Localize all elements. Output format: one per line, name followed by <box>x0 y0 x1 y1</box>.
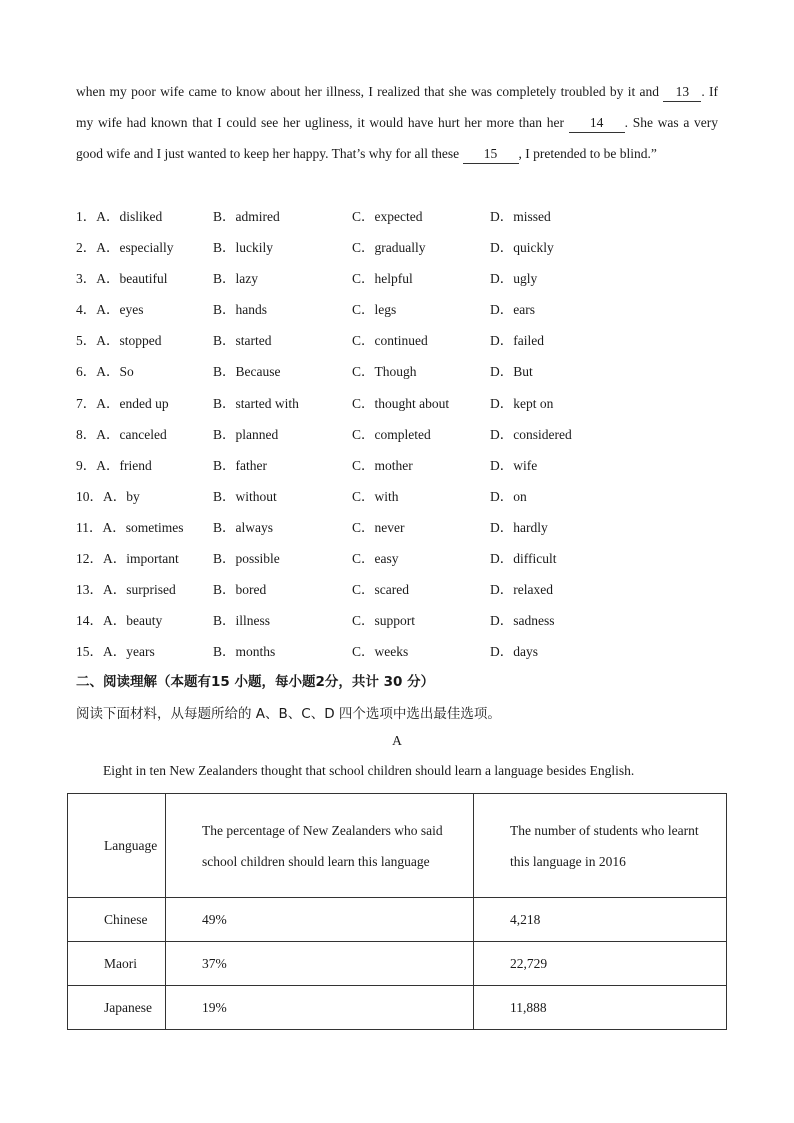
option-c: C．gradually <box>352 240 426 256</box>
option-text: A．eyes <box>96 302 144 318</box>
option-b: B．hands <box>213 302 267 318</box>
question-row <box>76 263 756 294</box>
question-row <box>76 605 756 636</box>
option-d: D．on <box>490 488 527 504</box>
option-text: A．especially <box>96 240 174 256</box>
option-b: B．father <box>213 457 267 473</box>
option-d: D．wife <box>490 457 538 473</box>
cell-students: 11,888 <box>474 986 727 1030</box>
header-students <box>474 794 727 898</box>
question-number: 3． <box>76 271 97 287</box>
question-row <box>76 419 756 450</box>
option-d: D．kept on <box>490 395 554 411</box>
option-b: B．always <box>213 519 273 535</box>
option-c: C．support <box>352 613 416 629</box>
option-c: C．thought about <box>352 395 450 411</box>
option-text: A．stopped <box>96 333 162 349</box>
question-number: 15． <box>76 644 103 660</box>
option-b: B．possible <box>213 551 280 567</box>
option-d: D．relaxed <box>490 582 553 598</box>
option-a <box>76 263 167 294</box>
option-c: C．with <box>352 488 399 504</box>
question-row <box>76 543 756 574</box>
option-a <box>76 605 162 636</box>
cell-percentage: 19% <box>166 986 474 1030</box>
passage-intro: Eight in ten New Zealanders thought that school children should learn a language besides English. <box>103 763 635 778</box>
option-text: A．disliked <box>96 209 163 224</box>
passage-text <box>76 76 718 169</box>
blank-15: 15 <box>463 145 519 164</box>
option-c: C．never <box>352 519 405 535</box>
question-number: 12． <box>76 551 103 567</box>
passage-text-3: . She was a very good wife and I just wanted to keep her happy. That’s why for all these <box>76 115 719 161</box>
option-a <box>76 232 173 263</box>
table-row <box>68 942 727 986</box>
option-text: A．sometimes <box>102 519 184 535</box>
option-c: C．scared <box>352 582 409 598</box>
option-text: A．surprised <box>103 582 176 598</box>
question-number: 5． <box>76 333 97 349</box>
table-row <box>68 986 727 1030</box>
option-b: B．started <box>213 333 272 349</box>
option-d: D．difficult <box>490 551 557 567</box>
option-c: C．helpful <box>352 271 413 287</box>
header-percentage-text: The percentage of New Zealanders who said school children should learn this language <box>202 822 443 869</box>
option-c: C．continued <box>352 333 428 349</box>
option-text: A．friend <box>96 457 152 473</box>
question-number: 7． <box>76 395 97 411</box>
option-a <box>76 450 152 481</box>
option-d: D．ugly <box>490 271 538 287</box>
option-a <box>76 325 162 356</box>
question-row <box>76 294 756 325</box>
option-b: B．planned <box>213 426 279 442</box>
question-number: 9． <box>76 457 97 473</box>
option-a <box>76 201 162 232</box>
option-text: A．beauty <box>103 613 163 629</box>
question-row <box>76 201 756 232</box>
question-row <box>76 356 756 387</box>
option-b: B．lazy <box>213 271 258 287</box>
option-b: B．bored <box>213 582 267 598</box>
option-b: B．months <box>213 644 276 660</box>
option-a <box>76 636 155 667</box>
option-b: B．without <box>213 488 277 504</box>
option-d: D．missed <box>490 209 551 224</box>
option-a <box>76 574 176 605</box>
question-number: 14． <box>76 613 103 629</box>
option-text: A．canceled <box>96 426 167 442</box>
option-d: D．quickly <box>490 240 554 256</box>
question-row <box>76 325 756 356</box>
option-c: C．easy <box>352 551 399 567</box>
option-c: C．mother <box>352 457 413 473</box>
passage-text-2: . If my wife had known that I could see her ugliness, it would have hurt her more than her <box>76 84 718 130</box>
question-number: 4． <box>76 302 97 318</box>
option-b: B．started with <box>213 395 299 411</box>
option-d: D．ears <box>490 302 535 318</box>
section-heading: 二、阅读理解（本题有15 小题，每小题2分，共计 30 分） <box>76 674 435 690</box>
question-number: 10． <box>76 488 103 504</box>
option-text: A．by <box>103 488 140 504</box>
option-c: C．expected <box>352 209 423 224</box>
passage-label: A <box>392 733 402 748</box>
header-percentage <box>166 794 474 898</box>
question-row <box>76 481 756 512</box>
option-c: C．weeks <box>352 644 409 660</box>
header-language: Language <box>68 794 166 898</box>
option-text: A．important <box>103 551 179 567</box>
question-number: 11． <box>76 519 103 535</box>
option-text: A．beautiful <box>96 271 168 287</box>
option-b: B．Because <box>213 364 281 380</box>
language-table <box>67 793 727 1030</box>
option-a <box>76 512 184 543</box>
cell-language: Chinese <box>68 898 166 942</box>
question-number: 1． <box>76 209 97 224</box>
header-students-text: The number of students who learnt this language in 2016 <box>510 822 699 869</box>
option-c: C．Though <box>352 364 417 380</box>
question-row <box>76 574 756 605</box>
option-a <box>76 543 179 574</box>
table-header-row <box>68 794 727 898</box>
question-number: 6． <box>76 364 97 380</box>
passage-text-4: , I pretended to be blind.” <box>518 146 657 161</box>
question-row <box>76 388 756 419</box>
option-text: A．years <box>103 644 155 660</box>
option-c: C．completed <box>352 426 431 442</box>
option-d: D．considered <box>490 426 572 442</box>
option-c: C．legs <box>352 302 397 318</box>
option-a <box>76 294 144 325</box>
question-row <box>76 232 756 263</box>
option-d: D．days <box>490 644 538 660</box>
question-number: 8． <box>76 426 97 442</box>
table-row <box>68 898 727 942</box>
option-b: B．illness <box>213 613 271 629</box>
option-d: D．But <box>490 364 533 380</box>
option-text: A．So <box>96 364 134 380</box>
blank-13: 13 <box>663 83 701 102</box>
option-text: A．ended up <box>96 395 169 411</box>
option-a <box>76 356 134 387</box>
option-a <box>76 419 167 450</box>
option-d: D．sadness <box>490 613 555 629</box>
cell-language: Maori <box>68 942 166 986</box>
question-row <box>76 450 756 481</box>
question-options-list <box>76 201 756 667</box>
cell-students: 4,218 <box>474 898 727 942</box>
option-a <box>76 481 140 512</box>
cell-students: 22,729 <box>474 942 727 986</box>
question-row <box>76 512 756 543</box>
cell-percentage: 49% <box>166 898 474 942</box>
question-number: 13． <box>76 582 103 598</box>
option-a <box>76 388 169 419</box>
passage-line-1: when my poor wife came to know about her illness, I realized that she was completely troubled by it and <box>76 84 660 99</box>
question-row <box>76 636 756 667</box>
section-instruction: 阅读下面材料，从每题所给的 A、B、C、D 四个选项中选出最佳选项。 <box>76 706 501 722</box>
option-d: D．hardly <box>490 519 548 535</box>
cell-percentage: 37% <box>166 942 474 986</box>
option-d: D．failed <box>490 333 544 349</box>
option-b: B．admired <box>213 209 280 224</box>
blank-14: 14 <box>569 114 625 133</box>
cell-language: Japanese <box>68 986 166 1030</box>
question-number: 2． <box>76 240 97 256</box>
option-b: B．luckily <box>213 240 273 256</box>
